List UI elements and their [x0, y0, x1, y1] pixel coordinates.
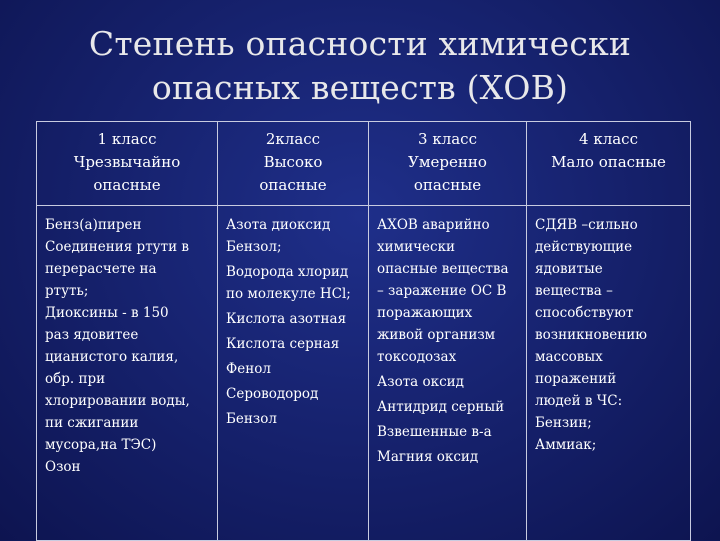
slide-title: [60, 22, 660, 110]
class-3-line: опасные вещества: [377, 261, 509, 277]
class-1-line: ртуть;: [45, 283, 89, 299]
class-3-line: Магния оксид: [377, 449, 479, 465]
header-class-2-desc-a: Высоко: [263, 153, 323, 171]
class-3-line: токсодозах: [377, 349, 457, 365]
class-2-line: Кислота азотная: [226, 311, 347, 327]
class-4-line: возникновению: [535, 327, 647, 343]
header-class-1: [37, 122, 218, 206]
header-row: [37, 122, 691, 206]
class-3-line: – заражение ОС В: [377, 283, 507, 299]
class-2-line: Сероводород: [226, 386, 319, 402]
class-3-line: Азота оксид: [377, 374, 464, 390]
class-3-line: Взвешенные в-а: [377, 424, 492, 440]
class-3-line: АХОВ аварийно: [377, 217, 490, 233]
class-2-line: Фенол: [226, 361, 271, 377]
header-class-3-desc-a: Умеренно: [408, 153, 487, 171]
class-2-line: Бензол: [226, 411, 277, 427]
header-class-3: [369, 122, 527, 206]
class-4-line: людей в ЧС:: [535, 393, 623, 409]
class-2-line: Азота диоксид: [226, 217, 331, 233]
class-1-substances: [37, 206, 218, 541]
class-4-line: действующие: [535, 239, 633, 255]
class-1-line: хлорировании воды,: [45, 393, 190, 409]
class-3-line: химически: [377, 239, 456, 255]
class-3-line: поражающих: [377, 305, 473, 321]
class-1-line: раз ядовитее: [45, 327, 139, 343]
content-row: [37, 206, 691, 541]
class-1-line: пи сжигании: [45, 415, 139, 431]
header-class-4: [527, 122, 691, 206]
slide-title-line-1: Степень опасности химически: [88, 24, 632, 63]
class-1-line: Бенз(а)пирен: [45, 217, 142, 233]
class-2-line: по молекуле HCl;: [226, 286, 351, 302]
header-class-2: [218, 122, 369, 206]
class-1-line: обр. при: [45, 371, 106, 387]
class-4-line: Аммиак;: [535, 437, 597, 453]
class-3-line: живой организм: [377, 327, 496, 343]
class-1-line: цианистого калия,: [45, 349, 179, 365]
class-4-line: СДЯВ –сильно: [535, 217, 638, 233]
class-2-line: Бензол;: [226, 239, 282, 255]
header-class-4-desc-a: Мало опасные: [551, 153, 666, 171]
class-4-line: Бензин;: [535, 415, 592, 431]
header-class-1-number: 1 класс: [97, 130, 157, 148]
class-4-line: ядовитые: [535, 261, 603, 277]
class-3-line: Антидрид серный: [377, 399, 505, 415]
hazard-class-table: [36, 121, 691, 541]
header-class-3-number: 3 класс: [418, 130, 477, 148]
header-class-1-desc-b: опасные: [93, 176, 161, 194]
class-2-line: Водорода хлорид: [226, 264, 349, 280]
class-4-line: способствуют: [535, 305, 634, 321]
header-class-4-number: 4 класс: [579, 130, 638, 148]
class-1-line: Озон: [45, 459, 81, 475]
header-class-1-desc-a: Чрезвычайно: [73, 153, 181, 171]
header-class-2-number: 2класс: [265, 130, 321, 148]
class-1-line: мусора,на ТЭС): [45, 437, 157, 453]
class-4-line: массовых: [535, 349, 603, 365]
class-1-line: Диоксины - в 150: [45, 305, 169, 321]
header-class-2-desc-b: опасные: [259, 176, 327, 194]
class-1-line: перерасчете на: [45, 261, 157, 277]
class-3-substances: [369, 206, 527, 541]
class-4-line: поражений: [535, 371, 617, 387]
class-2-line: Кислота серная: [226, 336, 340, 352]
header-class-3-desc-b: опасные: [413, 176, 482, 194]
slide-title-line-2: опасных веществ (ХОВ): [151, 68, 569, 107]
class-1-line: Соединения ртути в: [45, 239, 189, 255]
class-2-substances: [218, 206, 369, 541]
class-4-line: вещества –: [535, 283, 613, 299]
class-4-substances: [527, 206, 691, 541]
